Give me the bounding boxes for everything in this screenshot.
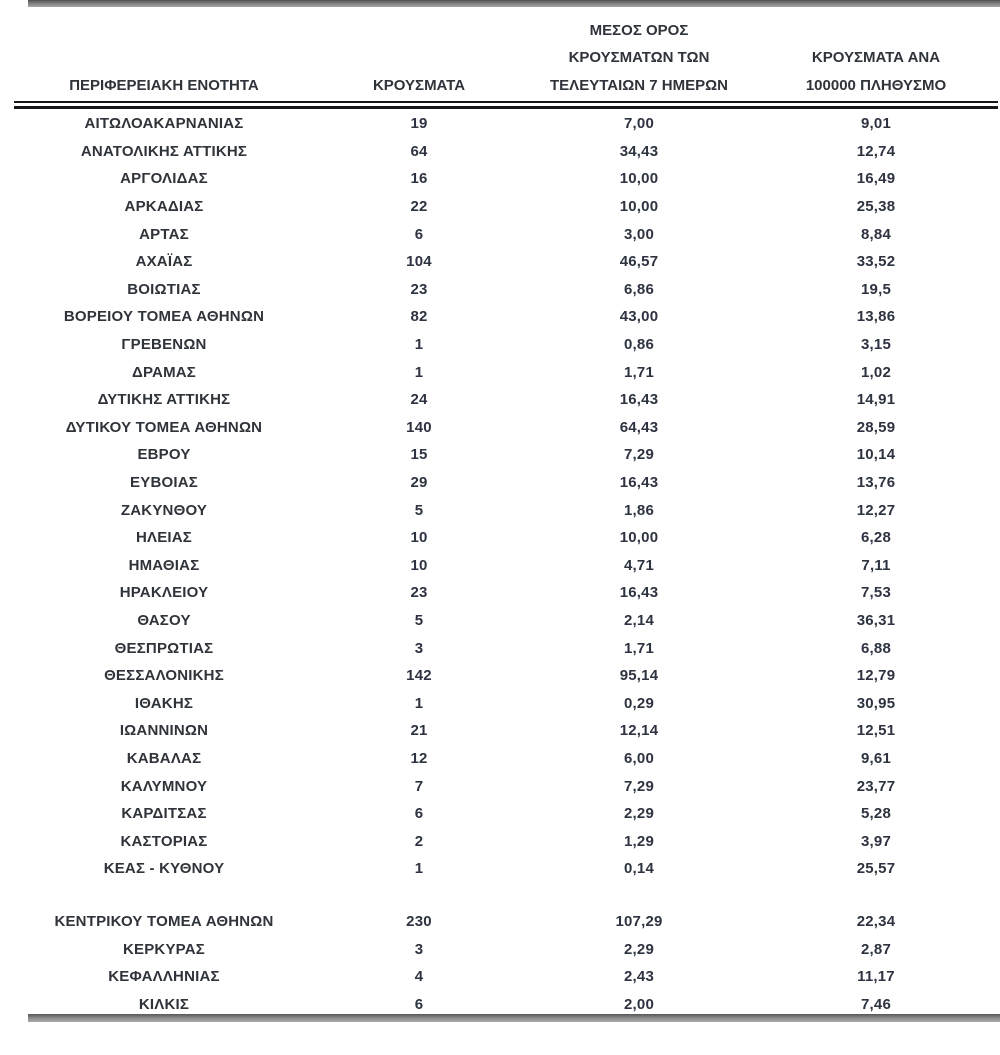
region-name-cell: ΘΕΣΠΡΩΤΙΑΣ xyxy=(114,639,214,657)
per-100k-cell: 9,01 xyxy=(861,115,891,133)
table-row xyxy=(14,689,998,717)
avg-7day-cell: 16,43 xyxy=(619,474,659,492)
region-name-cell: ΑΡΓΟΛΙΔΑΣ xyxy=(120,170,208,188)
table-row xyxy=(14,303,998,331)
table-row xyxy=(14,110,998,138)
avg-7day-cell: 1,71 xyxy=(624,639,654,657)
per-100k-cell: 9,61 xyxy=(861,749,891,767)
region-name-cell: ΚΕΡΚΥΡΑΣ xyxy=(122,940,205,958)
avg-7day-cell: 6,86 xyxy=(624,280,654,298)
per-100k-cell: 7,53 xyxy=(861,584,891,602)
table-row xyxy=(14,469,998,497)
per-100k-cell: 1,02 xyxy=(861,363,891,381)
per-100k-cell: 11,17 xyxy=(857,968,895,986)
region-name-cell: ΚΕΦΑΛΛΗΝΙΑΣ xyxy=(108,968,220,986)
cases-cell: 6 xyxy=(414,805,424,823)
region-name-cell: ΚΕΝΤΡΙΚΟΥ ΤΟΜΕΑ ΑΘΗΝΩΝ xyxy=(54,912,274,930)
per-100k-cell: 23,77 xyxy=(856,777,896,795)
cases-cell: 1 xyxy=(414,363,424,381)
table-row xyxy=(14,138,998,166)
per-100k-cell: 12,51 xyxy=(856,722,896,740)
region-name-cell: ΚΑΡΔΙΤΣΑΣ xyxy=(121,805,207,823)
avg-7day-cell: 2,43 xyxy=(624,968,654,986)
table-row xyxy=(14,358,998,386)
per-100k-cell: 22,34 xyxy=(856,912,896,930)
region-name-cell: ΑΝΑΤΟΛΙΚΗΣ ΑΤΤΙΚΗΣ xyxy=(80,142,248,160)
table-row xyxy=(14,220,998,248)
per-100k-cell: 3,97 xyxy=(861,832,891,850)
header-regional-unit-label: ΠΕΡΙΦΕΡΕΙΑΚΗ ΕΝΟΤΗΤΑ xyxy=(69,76,259,94)
region-name-cell: ΗΛΕΙΑΣ xyxy=(135,529,193,547)
cases-cell: 7 xyxy=(414,777,424,795)
avg-7day-cell: 10,00 xyxy=(619,170,659,188)
table-row xyxy=(14,717,998,745)
header-cases-label: ΚΡΟΥΣΜΑΤΑ xyxy=(372,76,466,94)
cases-cell: 6 xyxy=(414,995,424,1013)
per-100k-cell: 6,88 xyxy=(861,639,891,657)
per-100k-cell: 2,87 xyxy=(861,940,891,958)
region-name-cell: ΙΩΑΝΝΙΝΩΝ xyxy=(119,722,209,740)
region-name-cell: ΚΙΛΚΙΣ xyxy=(138,995,190,1013)
table-row xyxy=(14,524,998,552)
cases-cell: 82 xyxy=(410,308,428,326)
region-name-cell: ΗΜΑΘΙΑΣ xyxy=(128,556,200,574)
avg-7day-cell: 34,43 xyxy=(619,142,659,160)
region-name-cell: ΗΡΑΚΛΕΙΟΥ xyxy=(119,584,209,602)
header-regional-unit xyxy=(14,72,314,100)
avg-7day-cell: 0,14 xyxy=(624,860,654,878)
avg-7day-cell: 7,00 xyxy=(624,115,654,133)
avg-7day-cell: 7,29 xyxy=(624,777,654,795)
table-row xyxy=(14,634,998,662)
bottom-divider-bar xyxy=(28,1014,1000,1022)
header-per-100k-line1: ΚΡΟΥΣΜΑΤΑ ΑΝΑ xyxy=(811,49,941,66)
cases-cell: 23 xyxy=(410,280,428,298)
table-row xyxy=(14,331,998,359)
header-per-100k xyxy=(754,44,998,99)
avg-7day-cell: 4,71 xyxy=(624,556,654,574)
table-row xyxy=(14,496,998,524)
cases-cell: 24 xyxy=(410,391,428,409)
top-divider-bar xyxy=(28,0,1000,7)
cases-cell: 64 xyxy=(410,142,428,160)
header-avg-7day xyxy=(524,17,754,100)
regional-cases-table xyxy=(14,7,998,1018)
table-row xyxy=(14,165,998,193)
cases-cell: 104 xyxy=(406,253,432,271)
avg-7day-cell: 12,14 xyxy=(619,722,659,740)
per-100k-cell: 12,74 xyxy=(856,142,896,160)
per-100k-cell: 13,76 xyxy=(856,474,896,492)
avg-7day-cell: 2,29 xyxy=(624,805,654,823)
avg-7day-cell: 46,57 xyxy=(619,253,659,271)
region-name-cell: ΒΟΡΕΙΟΥ ΤΟΜΕΑ ΑΘΗΝΩΝ xyxy=(63,308,265,326)
per-100k-cell: 13,86 xyxy=(856,308,896,326)
cases-cell: 230 xyxy=(406,912,432,930)
avg-7day-cell: 2,29 xyxy=(624,940,654,958)
cases-cell: 15 xyxy=(410,446,428,464)
region-name-cell: ΕΒΡΟΥ xyxy=(137,446,191,464)
cases-cell: 1 xyxy=(414,336,424,354)
cases-cell: 1 xyxy=(414,694,424,712)
region-name-cell: ΚΑΛΥΜΝΟΥ xyxy=(120,777,208,795)
region-name-cell: ΕΥΒΟΙΑΣ xyxy=(130,474,198,492)
region-name-cell: ΙΘΑΚΗΣ xyxy=(134,694,194,712)
avg-7day-cell: 16,43 xyxy=(619,391,659,409)
per-100k-cell: 25,57 xyxy=(856,860,896,878)
table-row xyxy=(14,662,998,690)
cases-cell: 2 xyxy=(414,832,424,850)
per-100k-cell: 14,91 xyxy=(856,391,896,409)
region-name-cell: ΚΑΒΑΛΑΣ xyxy=(126,749,202,767)
avg-7day-cell: 107,29 xyxy=(615,912,663,930)
avg-7day-cell: 1,29 xyxy=(624,832,654,850)
avg-7day-cell: 16,43 xyxy=(619,584,659,602)
table-row xyxy=(14,908,998,936)
table-row xyxy=(14,607,998,635)
region-name-cell: ΖΑΚΥΝΘΟΥ xyxy=(120,501,208,519)
avg-7day-cell: 2,14 xyxy=(624,611,654,629)
cases-cell: 16 xyxy=(410,170,428,188)
avg-7day-cell: 0,29 xyxy=(624,694,654,712)
cases-cell: 23 xyxy=(410,584,428,602)
cases-cell: 142 xyxy=(406,667,432,685)
per-100k-cell: 6,28 xyxy=(861,529,891,547)
table-row xyxy=(14,579,998,607)
table-row xyxy=(14,935,998,963)
cases-cell: 5 xyxy=(414,611,424,629)
avg-7day-cell: 64,43 xyxy=(619,418,659,436)
table-row xyxy=(14,827,998,855)
table-row xyxy=(14,441,998,469)
cases-cell: 22 xyxy=(410,198,428,216)
avg-7day-cell: 1,71 xyxy=(624,363,654,381)
per-100k-cell: 8,84 xyxy=(861,225,891,243)
cases-cell: 21 xyxy=(410,722,428,740)
cases-cell: 5 xyxy=(414,501,424,519)
cases-cell: 3 xyxy=(414,940,424,958)
per-100k-cell: 19,5 xyxy=(861,280,891,298)
cases-cell: 10 xyxy=(410,556,428,574)
cases-cell: 10 xyxy=(410,529,428,547)
cases-cell: 19 xyxy=(410,115,428,133)
table-header-row xyxy=(14,7,998,99)
region-name-cell: ΑΙΤΩΛΟΑΚΑΡΝΑΝΙΑΣ xyxy=(84,115,244,133)
cases-cell: 1 xyxy=(414,860,424,878)
per-100k-cell: 16,49 xyxy=(856,170,896,188)
cases-cell: 140 xyxy=(406,418,432,436)
avg-7day-cell: 10,00 xyxy=(619,529,659,547)
table-row xyxy=(14,745,998,773)
cases-cell: 6 xyxy=(414,225,424,243)
avg-7day-cell: 43,00 xyxy=(619,308,659,326)
table-row xyxy=(14,386,998,414)
per-100k-cell: 12,79 xyxy=(856,667,896,685)
header-avg-7day-line1: ΜΕΣΟΣ ΟΡΟΣ xyxy=(589,21,689,39)
cases-cell: 3 xyxy=(414,639,424,657)
table-row xyxy=(14,800,998,828)
avg-7day-cell: 10,00 xyxy=(619,198,659,216)
region-name-cell: ΓΡΕΒΕΝΩΝ xyxy=(121,336,207,354)
cases-cell: 12 xyxy=(410,749,428,767)
per-100k-cell: 36,31 xyxy=(856,611,896,629)
region-name-cell: ΘΑΣΟΥ xyxy=(137,611,191,629)
region-name-cell: ΑΡΚΑΔΙΑΣ xyxy=(124,198,204,216)
region-name-cell: ΔΥΤΙΚΟΥ ΤΟΜΕΑ ΑΘΗΝΩΝ xyxy=(65,418,263,436)
avg-7day-cell: 0,86 xyxy=(624,336,654,354)
table-body xyxy=(14,109,998,1018)
per-100k-cell: 7,46 xyxy=(861,995,891,1013)
region-name-cell: ΔΥΤΙΚΗΣ ΑΤΤΙΚΗΣ xyxy=(97,391,231,409)
table-row xyxy=(14,276,998,304)
header-avg-7day-line2: ΚΡΟΥΣΜΑΤΩΝ ΤΩΝ xyxy=(568,49,710,66)
avg-7day-cell: 1,86 xyxy=(624,501,654,519)
per-100k-cell: 30,95 xyxy=(856,694,896,712)
per-100k-cell: 33,52 xyxy=(856,253,896,271)
table-row xyxy=(14,855,998,883)
header-per-100k-line2: 100000 ΠΛΗΘΥΣΜΟ xyxy=(805,76,947,94)
per-100k-cell: 3,15 xyxy=(861,336,891,354)
per-100k-cell: 28,59 xyxy=(856,418,896,436)
region-name-cell: ΚΑΣΤΟΡΙΑΣ xyxy=(120,832,208,850)
header-cases xyxy=(314,72,524,100)
region-name-cell: ΚΕΑΣ - ΚΥΘΝΟΥ xyxy=(103,860,225,878)
region-name-cell: ΑΧΑΪΑΣ xyxy=(135,253,193,271)
table-row xyxy=(14,248,998,276)
per-100k-cell: 7,11 xyxy=(861,556,891,574)
region-name-cell: ΔΡΑΜΑΣ xyxy=(131,363,197,381)
avg-7day-cell: 7,29 xyxy=(624,446,654,464)
cases-cell: 4 xyxy=(414,968,424,986)
per-100k-cell: 12,27 xyxy=(856,501,896,519)
per-100k-cell: 5,28 xyxy=(861,805,891,823)
table-row xyxy=(14,963,998,991)
region-name-cell: ΑΡΤΑΣ xyxy=(139,225,189,243)
per-100k-cell: 10,14 xyxy=(856,446,896,464)
region-name-cell: ΘΕΣΣΑΛΟΝΙΚΗΣ xyxy=(104,667,224,685)
table-row xyxy=(14,193,998,221)
region-name-cell: ΒΟΙΩΤΙΑΣ xyxy=(127,280,201,298)
table-row xyxy=(14,414,998,442)
avg-7day-cell: 95,14 xyxy=(619,667,659,685)
table-row xyxy=(14,772,998,800)
avg-7day-cell: 2,00 xyxy=(624,995,654,1013)
per-100k-cell: 25,38 xyxy=(856,198,896,216)
table-row xyxy=(14,552,998,580)
header-avg-7day-line3: ΤΕΛΕΥΤΑΙΩΝ 7 ΗΜΕΡΩΝ xyxy=(550,76,728,94)
header-double-rule xyxy=(14,101,998,109)
avg-7day-cell: 6,00 xyxy=(624,749,654,767)
cases-cell: 29 xyxy=(410,474,428,492)
avg-7day-cell: 3,00 xyxy=(624,225,654,243)
